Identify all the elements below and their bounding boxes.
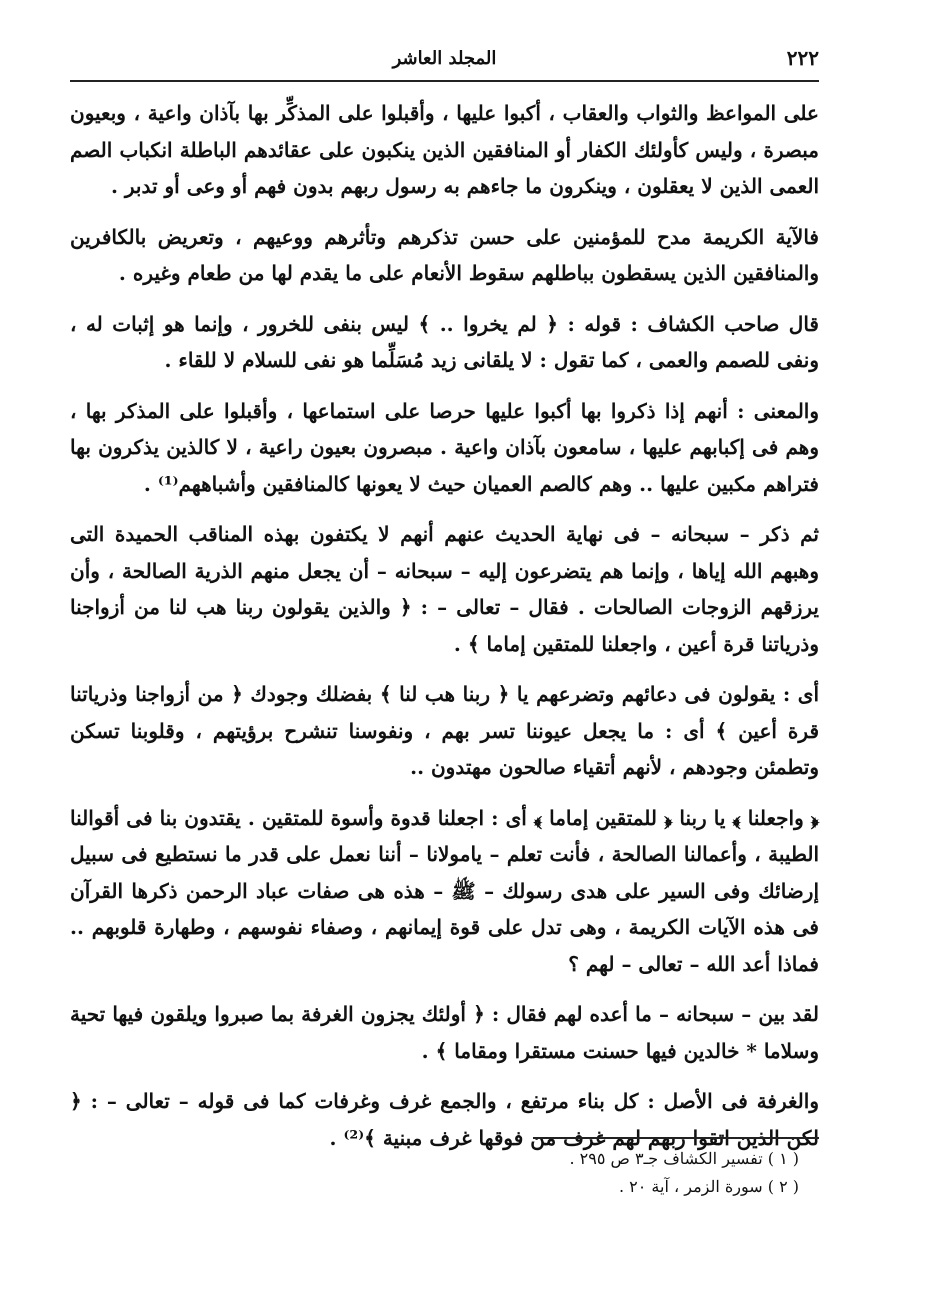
paragraph: قال صاحب الكشاف : قوله : ﴿ لم يخروا .. ﴾ ليس بنفى للخرور ، وإنما هو إثبات له ، ونفى للصمم والعمى ، كما تقول : لا يلقانى زيد مُسَلِّما هو نفى للسلام لا للقاء .	[70, 311, 819, 372]
main-text	[70, 95, 819, 1170]
header-rule	[70, 80, 819, 82]
paragraph: ثم ذكر – سبحانه – فى نهاية الحديث عنهم أنهم لا يكتفون بهذه المناقب الحميدة التى وهبهم الله إياها ، وإنما هم يتضرعون إليه – سبحانه – أن يجعل منهم الذرية الصالحة ، وأن يرزقهم الزوجات الصالحات . فقال – تعالى – : ﴿ والذين يقولون ربنا هب لنا من أزواجنا وذرياتنا قرة أعين ، واجعلنا للمتقين إماما ﴾ .	[70, 522, 819, 656]
page-header	[70, 40, 819, 80]
paragraph: ﴿ واجعلنا ﴾ يا ربنا ﴿ للمتقين إماما ﴾ أى : اجعلنا قدوة وأسوة للمتقين . يقتدون بنا فى أقوالنا الطيبة ، وأعمالنا الصالحة ، فأنت تعلم – يامولانا – أننا نعمل على قدر ما نستطيع فى سبيل إرضائك وفى السير على هدى رسولك – ﷺ – هذه هى صفات عباد الرحمن ذكرها القرآن فى هذه الآيات الكريمة ، وهى تدل على قوة إيمانهم ، وصفاء نفوسهم ، وطهارة قلوبهم .. فماذا أعد الله – تعالى – لهم ؟	[70, 805, 819, 976]
paragraph: والغرفة فى الأصل : كل بناء مرتفع ، والجمع غرف وغرفات كما فى قوله – تعالى – : ﴿ لكن الذين اتقوا ربهم لهم غرف من فوقها غرف مبنية ﴾⁽²⁾ .	[70, 1089, 819, 1150]
paragraph: لقد بين – سبحانه – ما أعده لهم فقال : ﴿ أولئك يجزون الغرفة بما صبروا ويلقون فيها تحية وسلاما * خالدين فيها حسنت مستقرا ومقاما ﴾ .	[70, 1002, 819, 1063]
paragraph: والمعنى : أنهم إذا ذكروا بها أكبوا عليها حرصا على استماعها ، وأقبلوا على المذكر بها ، وهم فى إكبابهم عليها ، سامعون بآذان واعية . مبصرون بعيون راعية ، لا كالذين يذكرون بها فتراهم مكبين عليها .. وهم كالصم العميان حيث لا يعونها كالمنافقين وأشباههم⁽¹⁾ .	[70, 398, 819, 496]
paragraph: أى : يقولون فى دعائهم وتضرعهم يا ﴿ ربنا هب لنا ﴾ بفضلك وجودك ﴿ من أزواجنا وذرياتنا قرة أعين ﴾ أى : ما يجعل عيوننا تسر بهم ، ونفوسنا تنشرح برؤيتهم ، وقلوبنا تسكن وتطمئن وجودهم ، لأنهم أتقياء صالحون مهتدون ..	[70, 682, 819, 779]
footnotes	[200, 1145, 799, 1201]
running-title: المجلد العاشر	[392, 48, 497, 69]
footnote: ( ١ ) تفسير الكشاف جـ٣ ص ٢٩٥ .	[569, 1149, 799, 1168]
paragraph: على المواعظ والثواب والعقاب ، أكبوا عليها ، وأقبلوا على المذكِّر بها بآذان واعية ، وبعيون مبصرة ، وليس كأولئك الكفار أو المنافقين الذين ينكبون على عقائدهم الباطلة انكباب الصم العمى الذين لا يعقلون ، وينكرون ما جاءهم به رسول ربهم بدون فهم أو وعى أو تدبر .	[70, 101, 819, 198]
footnote: ( ٢ ) سورة الزمر ، آية ٢٠ .	[618, 1177, 799, 1196]
page-number: ٢٢٢	[786, 46, 819, 70]
paragraph: فالآية الكريمة مدح للمؤمنين على حسن تذكرهم وتأثرهم ووعيهم ، وتعريض بالكافرين والمنافقين الذين يسقطون بباطلهم سقوط الأنعام على ما يقدم لها من طعام وغيره .	[70, 224, 819, 285]
footnote-rule	[533, 1137, 819, 1139]
